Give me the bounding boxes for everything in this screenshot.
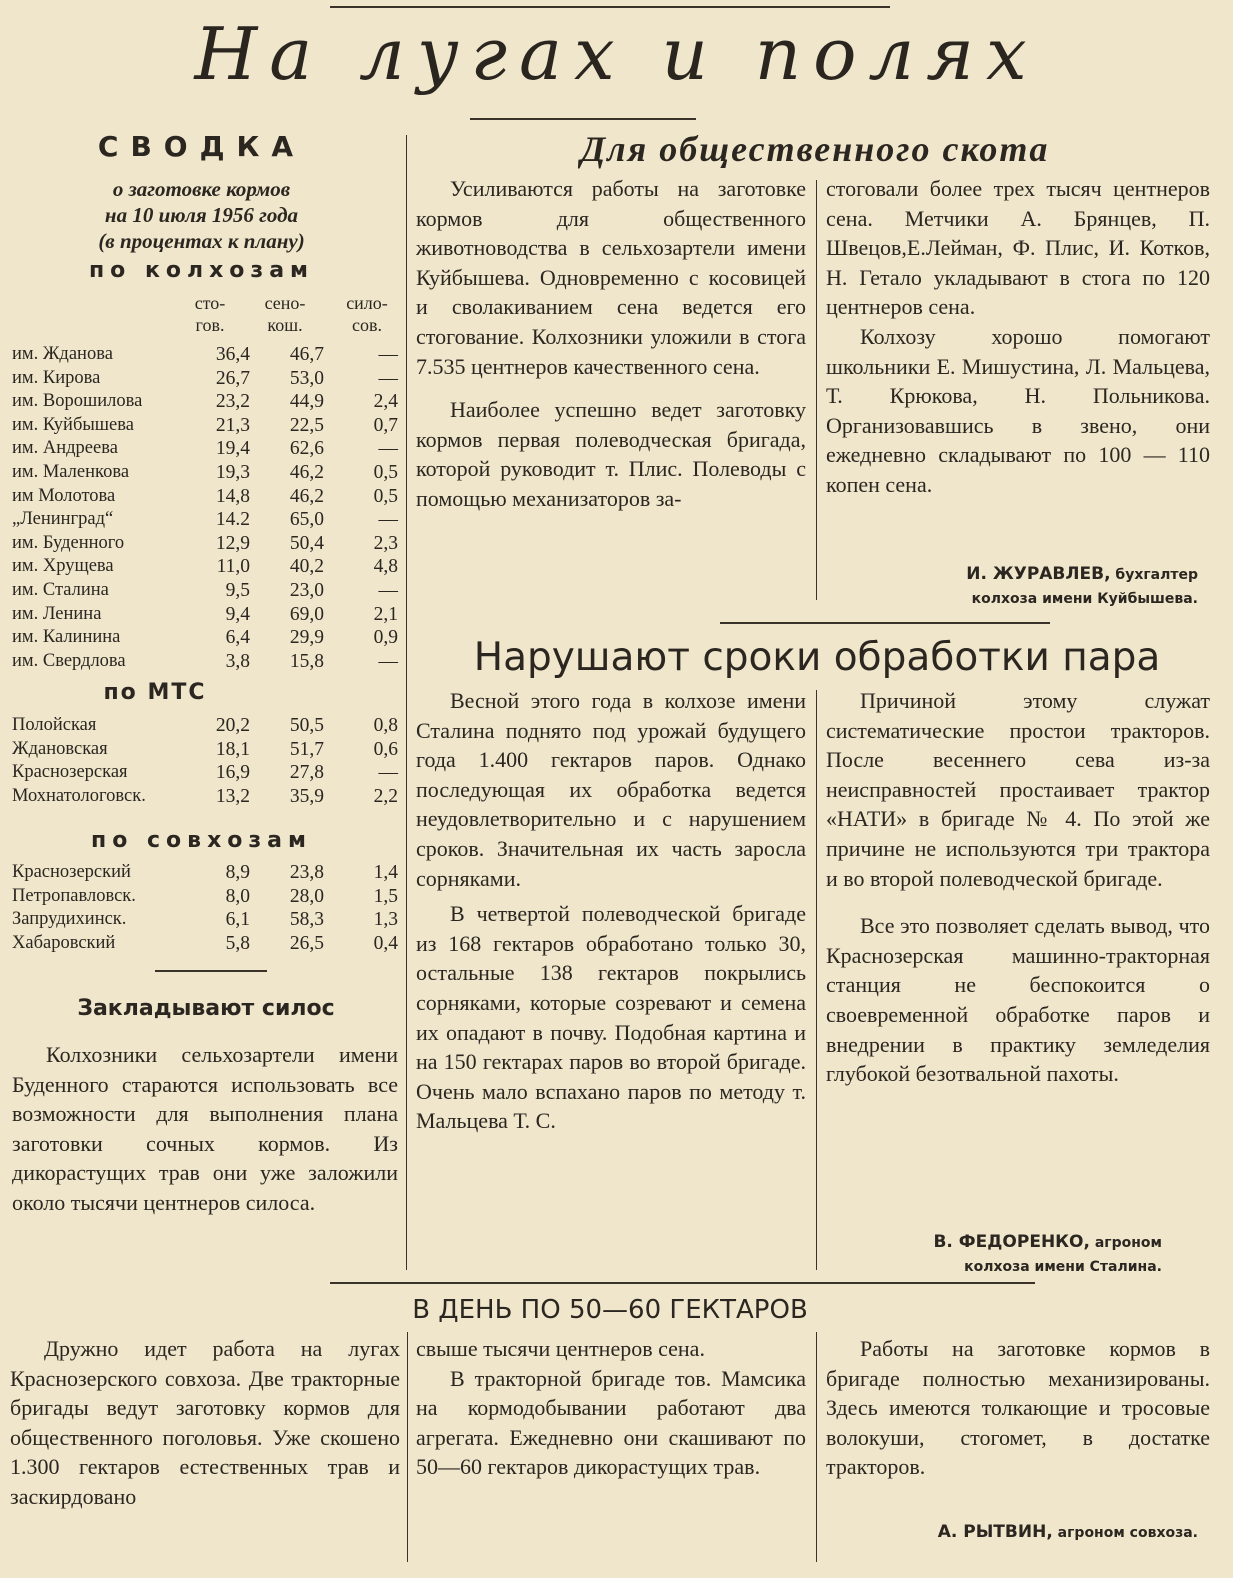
livestock-author-org: колхоза имени Куйбышева. [971, 591, 1198, 607]
sovkhoz-table [12, 861, 398, 955]
row-value-stogov: 14.2 [215, 509, 250, 531]
row-value-silosov: 4,8 [373, 556, 398, 578]
row-value-senokosh: 50,4 [289, 532, 324, 554]
row-value-silosov: 0,4 [373, 932, 398, 954]
row-value-stogov: 13,2 [215, 785, 250, 807]
row-name: им. Калинина [12, 627, 121, 648]
row-value-silosov: 1,3 [373, 909, 398, 931]
row-value-silosov: 0,6 [373, 738, 398, 760]
row-name: Запрудихинск. [12, 909, 127, 930]
hectares-col2-paragraph-2: В тракторной бригаде тов. Мамсика на кормодобывании работают два агрегата. Ежедневно они скашивают по 50—60 гектаров дикорастущих трав. [416, 1365, 806, 1480]
row-value-silosov: 1,5 [373, 885, 398, 907]
summary-title: СВОДКА [97, 130, 306, 163]
masthead-underline [470, 118, 696, 120]
row-value-silosov: 0,9 [373, 627, 398, 649]
livestock-col1-paragraph-2: Наиболее успешно ведет заготовку кормов первая полеводческая бригада, которой руководит т. Плис. Полеводы с помощью механизаторов за- [416, 397, 806, 511]
row-value-senokosh: 15,8 [289, 650, 324, 672]
row-value-silosov: — [378, 650, 398, 672]
row-name: им. Жданова [12, 344, 113, 364]
row-name: Краснозерская [12, 762, 128, 783]
hectares-headline: В ДЕНЬ ПО 50—60 ГЕКТАРОВ [412, 1295, 808, 1325]
row-value-silosov: — [378, 367, 398, 389]
table-row [12, 714, 398, 738]
row-value-senokosh: 40,2 [289, 556, 324, 578]
livestock-signature [826, 562, 1198, 611]
silage-paragraph: Колхозники сельхозартели имени Буденного стараются использовать все возможности для выполнения плана заготовки сочных кормов. Из дикорастущих трав они уже заложили около тысячи центнеров силоса. [12, 1042, 398, 1215]
masthead-title: На лугах и полях [194, 12, 1039, 96]
row-value-senokosh: 53,0 [289, 367, 324, 389]
fallow-column-1 [416, 686, 806, 1136]
row-value-senokosh: 46,2 [289, 485, 324, 507]
row-value-stogov: 11,0 [216, 556, 250, 578]
row-value-senokosh: 26,5 [289, 932, 324, 954]
row-name: им. Свердлова [12, 650, 126, 671]
row-value-silosov: 2,1 [373, 603, 398, 625]
row-value-stogov: 9,5 [225, 579, 250, 601]
column-header-stogov-line2: гов. [195, 315, 225, 335]
row-value-silosov: 0,8 [373, 715, 398, 736]
row-value-silosov: — [378, 438, 398, 460]
fallow-headline: Нарушают сроки обработки пара [473, 635, 1161, 680]
livestock-signature-line-1 [826, 562, 1198, 587]
table-row [12, 532, 398, 556]
bottom-section-rule [330, 1282, 1035, 1284]
row-value-senokosh: 62,6 [289, 438, 324, 460]
row-name: им Молотова [12, 485, 116, 506]
summary-end-rule [155, 970, 267, 972]
vertical-divider-bottom-2 [816, 1332, 817, 1562]
vertical-divider-bottom-1 [407, 1332, 408, 1562]
row-value-silosov: 2,2 [373, 785, 398, 807]
row-value-senokosh: 23,0 [289, 579, 324, 601]
table-row [12, 885, 398, 909]
row-name: Мохнатологовск. [12, 785, 146, 806]
summary-subtitle-3: (в процентах к плану) [98, 229, 305, 253]
row-value-senokosh: 69,0 [289, 603, 324, 625]
row-value-senokosh: 58,3 [289, 909, 324, 931]
fallow-col1-paragraph-1: Весной этого года в колхозе имени Сталина поднято под урожай будущего года 1.400 гектаров паров. Однако последующая их обработка ведется неудовлетворительно и с нарушением сроков. Значительная их часть заросла сорняками. [416, 688, 806, 891]
fallow-column-2 [826, 686, 1210, 1089]
row-value-stogov: 16,9 [215, 762, 250, 784]
row-value-stogov: 9,4 [225, 603, 250, 625]
row-value-stogov: 8,9 [225, 862, 250, 883]
row-value-stogov: 23,2 [215, 391, 250, 413]
row-value-senokosh: 51,7 [289, 738, 324, 760]
summary-subtitle-1: о заготовке кормов [112, 177, 291, 201]
table-row [12, 555, 398, 579]
row-value-stogov: 26,7 [215, 367, 250, 389]
row-value-silosov: 0,5 [373, 461, 398, 483]
fallow-author-role: агроном [1094, 1235, 1162, 1251]
vertical-divider-left [406, 135, 407, 1270]
row-value-stogov: 14,8 [215, 485, 250, 507]
silage-body [12, 1040, 398, 1218]
row-name: Ждановская [12, 738, 108, 759]
group-title-mts: по МТС [103, 680, 207, 705]
column-header-silosov-line1: сило- [346, 293, 388, 313]
livestock-col1-paragraph-1: Усиливаются работы на заготовке кормов для общественного животноводства в сельхозартели имени Куйбышева. Одновременно с косовицей и сволакиванием сена ведется его стогование. Колхозники уложили в стога 7.535 центнеров качественного сена. [416, 176, 806, 379]
row-value-senokosh: 50,5 [289, 715, 324, 736]
row-value-stogov: 18,1 [215, 738, 250, 760]
table-row [12, 508, 398, 532]
table-row [12, 626, 398, 650]
fallow-author-org: колхоза имени Сталина. [964, 1259, 1162, 1275]
hectares-col1-paragraph: Дружно идет работа на лугах Краснозерского совхоза. Две тракторные бригады ведут заготовку кормов для общественного поголовья. Уже скошено 1.300 гектаров естественных трав и заскирдовано [10, 1336, 400, 1509]
row-name: им. Ворошилова [12, 391, 143, 412]
table-row [12, 461, 398, 485]
fallow-signature-line-1 [826, 1230, 1162, 1255]
hectares-column-1 [10, 1334, 400, 1512]
silage-headline: Закладывают силос [77, 996, 335, 1021]
summary-subtitle-2: на 10 июля 1956 года [104, 203, 299, 227]
row-value-senokosh: 28,0 [289, 885, 324, 907]
row-value-silosov: — [378, 762, 398, 784]
hectares-signature-line-1 [826, 1520, 1198, 1545]
table-row [12, 932, 398, 956]
row-value-silosov: — [378, 579, 398, 601]
row-name: им. Куйбышева [12, 414, 134, 435]
top-rule [330, 6, 890, 8]
table-row [12, 485, 398, 509]
table-row [12, 579, 398, 603]
column-header-stogov-line1: сто- [194, 293, 226, 313]
row-value-stogov: 3,8 [225, 650, 250, 672]
hectares-author-role: агроном совхоза. [1057, 1525, 1198, 1541]
row-value-stogov: 6,4 [225, 627, 250, 649]
row-value-stogov: 5,8 [225, 932, 250, 954]
kolkhoz-table [12, 343, 398, 673]
column-header-stogov [180, 292, 240, 336]
table-row [12, 650, 398, 674]
livestock-col2-paragraph-2: Колхозу хорошо помогают школьники Е. Мишустина, Л. Мальцева, Т. Крюкова, Н. Польникова. Организовавшись в звено, они ежедневно складывают по 100 — 110 копен сена. [826, 323, 1210, 497]
livestock-column-1 [416, 174, 806, 514]
row-value-senokosh: 29,9 [289, 627, 324, 649]
row-value-silosov: 0,5 [373, 485, 398, 507]
livestock-col2-paragraph-1: стоговали более трех тысяч центнеров сена. Метчики А. Брянцев, П. Швецов,Е.Лейман, Ф. Плис, И. Котков, Н. Гетало укладывают в стога по 120 центнеров сена. [826, 176, 1210, 320]
column-header-senokosh [252, 292, 318, 336]
fallow-author-name: В. ФЕДОРЕНКО, [933, 1232, 1090, 1252]
row-value-senokosh: 46,7 [289, 344, 324, 365]
row-name: Краснозерский [12, 862, 131, 882]
row-value-silosov: 0,7 [373, 414, 398, 436]
column-header-senokosh-line1: сено- [264, 293, 306, 313]
table-row [12, 761, 398, 785]
hectares-col2-paragraph-1: свыше тысячи центнеров сена. [416, 1336, 705, 1361]
fallow-signature [826, 1230, 1162, 1279]
row-value-senokosh: 35,9 [289, 785, 324, 807]
article-divider-rule [720, 622, 1050, 624]
column-header-silosov [334, 292, 400, 336]
table-row [12, 603, 398, 627]
mts-table [12, 714, 398, 808]
table-row [12, 738, 398, 762]
fallow-col1-paragraph-2: В четвертой полеводческой бригаде из 168 гектаров обработано только 30, остальные 138 гектаров покрылись сорняками, которые созревают и семена их опадают в почву. Подобная картина и на 150 гектарах паров во второй бригаде. Очень мало вспахано паров по методу т. Мальцева Т. С. [416, 901, 806, 1134]
table-row [12, 908, 398, 932]
livestock-column-2 [826, 174, 1210, 500]
livestock-headline: Для общественного скота [580, 129, 1050, 169]
row-value-senokosh: 22,5 [289, 414, 324, 436]
row-value-stogov: 20,2 [215, 715, 250, 736]
row-value-senokosh: 44,9 [289, 391, 324, 413]
hectares-column-3 [826, 1334, 1210, 1482]
row-value-stogov: 19,3 [215, 461, 250, 483]
row-value-stogov: 21,3 [215, 414, 250, 436]
livestock-author-role: бухгалтер [1115, 567, 1198, 583]
row-value-senokosh: 46,2 [289, 461, 324, 483]
row-value-senokosh: 23,8 [289, 862, 324, 883]
row-value-stogov: 19,4 [215, 438, 250, 460]
hectares-column-2 [416, 1334, 806, 1482]
livestock-author-name: И. ЖУРАВЛЕВ, [966, 564, 1111, 584]
table-row [12, 343, 398, 367]
row-name: „Ленинград“ [12, 509, 114, 530]
vertical-divider-fallow [816, 690, 817, 1270]
row-name: им. Андреева [12, 438, 118, 459]
group-title-kolkhoz: по колхозам [88, 258, 315, 283]
row-name: им. Кирова [12, 367, 101, 388]
row-name: им. Маленкова [12, 461, 130, 482]
row-name: им. Ленина [12, 603, 102, 624]
row-name: Полойская [12, 715, 97, 735]
column-header-senokosh-line2: кош. [267, 315, 303, 335]
table-row [12, 785, 398, 809]
row-value-senokosh: 27,8 [289, 762, 324, 784]
table-row [12, 367, 398, 391]
row-value-stogov: 12,9 [215, 532, 250, 554]
row-name: Хабаровский [12, 932, 116, 953]
row-value-silosov: — [378, 509, 398, 531]
table-row [12, 414, 398, 438]
row-name: им. Сталина [12, 579, 109, 600]
row-value-senokosh: 65,0 [289, 509, 324, 531]
fallow-col2-paragraph-1: Причиной этому служат систематические простои тракторов. После весеннего сева из-за неисправностей простаивает трактор «НАТИ» в бригаде № 4. По этой же причине не используются три трактора и во второй полеводческой бригаде. [826, 688, 1210, 891]
row-value-silosov: 2,3 [373, 532, 398, 554]
hectares-col3-paragraph: Работы на заготовке кормов в бригаде полностью механизированы. Здесь имеются толкающие и тросовые волокуши, стогомет, в достатке тракторов. [826, 1336, 1210, 1480]
table-row [12, 861, 398, 885]
row-name: Петропавловск. [12, 885, 136, 906]
row-name: им. Хрущева [12, 556, 114, 577]
row-value-stogov: 8,0 [225, 885, 250, 907]
fallow-col2-paragraph-2: Все это позволяет сделать вывод, что Краснозерская машинно-тракторная станция не беспокоится о своевременной обработке паров и внедрении в практику земледелия глубокой безотвальной пахоты. [826, 913, 1210, 1087]
group-title-sovkhoz: по совхозам [91, 828, 312, 853]
row-value-silosov: 2,4 [373, 391, 398, 413]
row-value-silosov: 1,4 [373, 862, 398, 883]
row-name: им. Буденного [12, 532, 125, 553]
row-value-silosov: — [378, 344, 398, 365]
row-value-stogov: 6,1 [225, 909, 250, 931]
hectares-author-name: А. РЫТВИН, [937, 1522, 1053, 1542]
vertical-divider-middle [816, 180, 817, 600]
column-header-silosov-line2: сов. [352, 315, 382, 335]
table-row [12, 390, 398, 414]
row-value-stogov: 36,4 [215, 344, 250, 365]
hectares-signature [826, 1520, 1198, 1545]
table-row [12, 437, 398, 461]
